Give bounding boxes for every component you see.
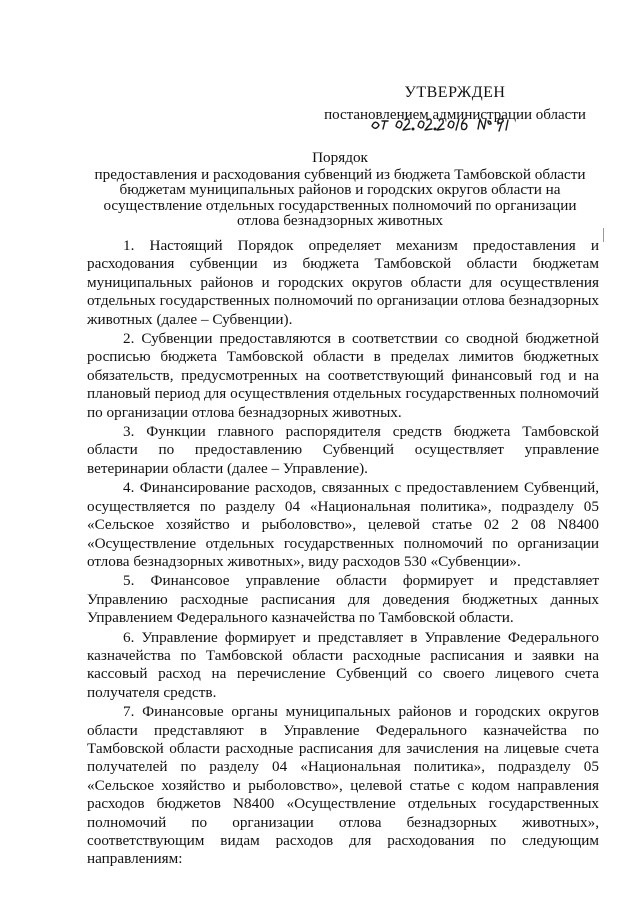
document-body — [87, 237, 599, 869]
paragraph-6: 6. Управление формирует и представляет в Управление Федерального казначейства по Тамбовской области расходные расписания и заявки на кассовый расход на перечисление Субвенций со своего лицевого счета получателя средств. — [87, 628, 599, 701]
paragraph-4: 4. Финансирование расходов, связанных с предоставлением Субвенций, осуществляется по разделу 04 «Национальная политика», подразделу 05 «Сельское хозяйство и рыболовство», целевой статье 02 2 08 N8400 «Осуществление отдельных государственных полномочий по организации отлова безнадзорных животных», виду расходов 530 «Субвенции». — [87, 479, 599, 570]
handwritten-signature — [368, 112, 518, 134]
title-line-3: осуществление отдельных государственных полномочий по организации — [103, 196, 577, 214]
paragraph-7: 7. Финансовые органы муниципальных районов и городских округов области представляют в Управление Федерального казначейства по Тамбовской области расходные расписания для зачисления на лицевые счета получателей по разделу 04 «Национальная политика», подразделу 05 «Сельское хозяйство и рыболовство», целевой статье с кодом направления расходов бюджетов N8400 «Осуществление отдельных государственных полномочий по организации отлова безнадзорных животных», соответствующим видам расходов для расходования по следующим направлениям: — [87, 703, 599, 868]
scan-mark — [603, 228, 604, 242]
title-heading: Порядок — [312, 149, 368, 166]
paragraph-3: 3. Функции главного распорядителя средств бюджета Тамбовской области по предоставлению Субвенций осуществляет управление ветеринарии области (далее – Управление). — [87, 423, 599, 477]
paragraph-2: 2. Субвенции предоставляются в соответствии со сводной бюджетной росписью бюджета Тамбовской области в пределах лимитов бюджетных обязательств, предусмотренных на соответствующий финансовый год и на плановый период для осуществления отдельных государственных полномочий по организации отлова безнадзорных животных. — [87, 330, 599, 421]
paragraph-1: 1. Настоящий Порядок определяет механизм предоставления и расходования субвенции из бюджета Тамбовской области бюджетам муниципальных районов и городских округов области для осуществления отдельных государственных полномочий по организации отлова безнадзорных животных (далее – Субвенции). — [87, 237, 599, 328]
document-title — [60, 150, 620, 229]
title-line-4: отлова безнадзорных животных — [236, 212, 444, 229]
approval-title: УТВЕРЖДЕН — [404, 84, 506, 101]
paragraph-5: 5. Финансовое управление области формирует и представляет Управлению расходные расписания для доведения бюджетных данных Управлением Федерального казначейства по Тамбовской области. — [87, 572, 599, 627]
title-line-1: предоставления и расходования субвенций из бюджета Тамбовской области — [94, 165, 586, 183]
title-line-2: бюджетам муниципальных районов и городских округов области на — [119, 181, 561, 198]
approval-line: постановлением администрации области — [324, 107, 586, 123]
